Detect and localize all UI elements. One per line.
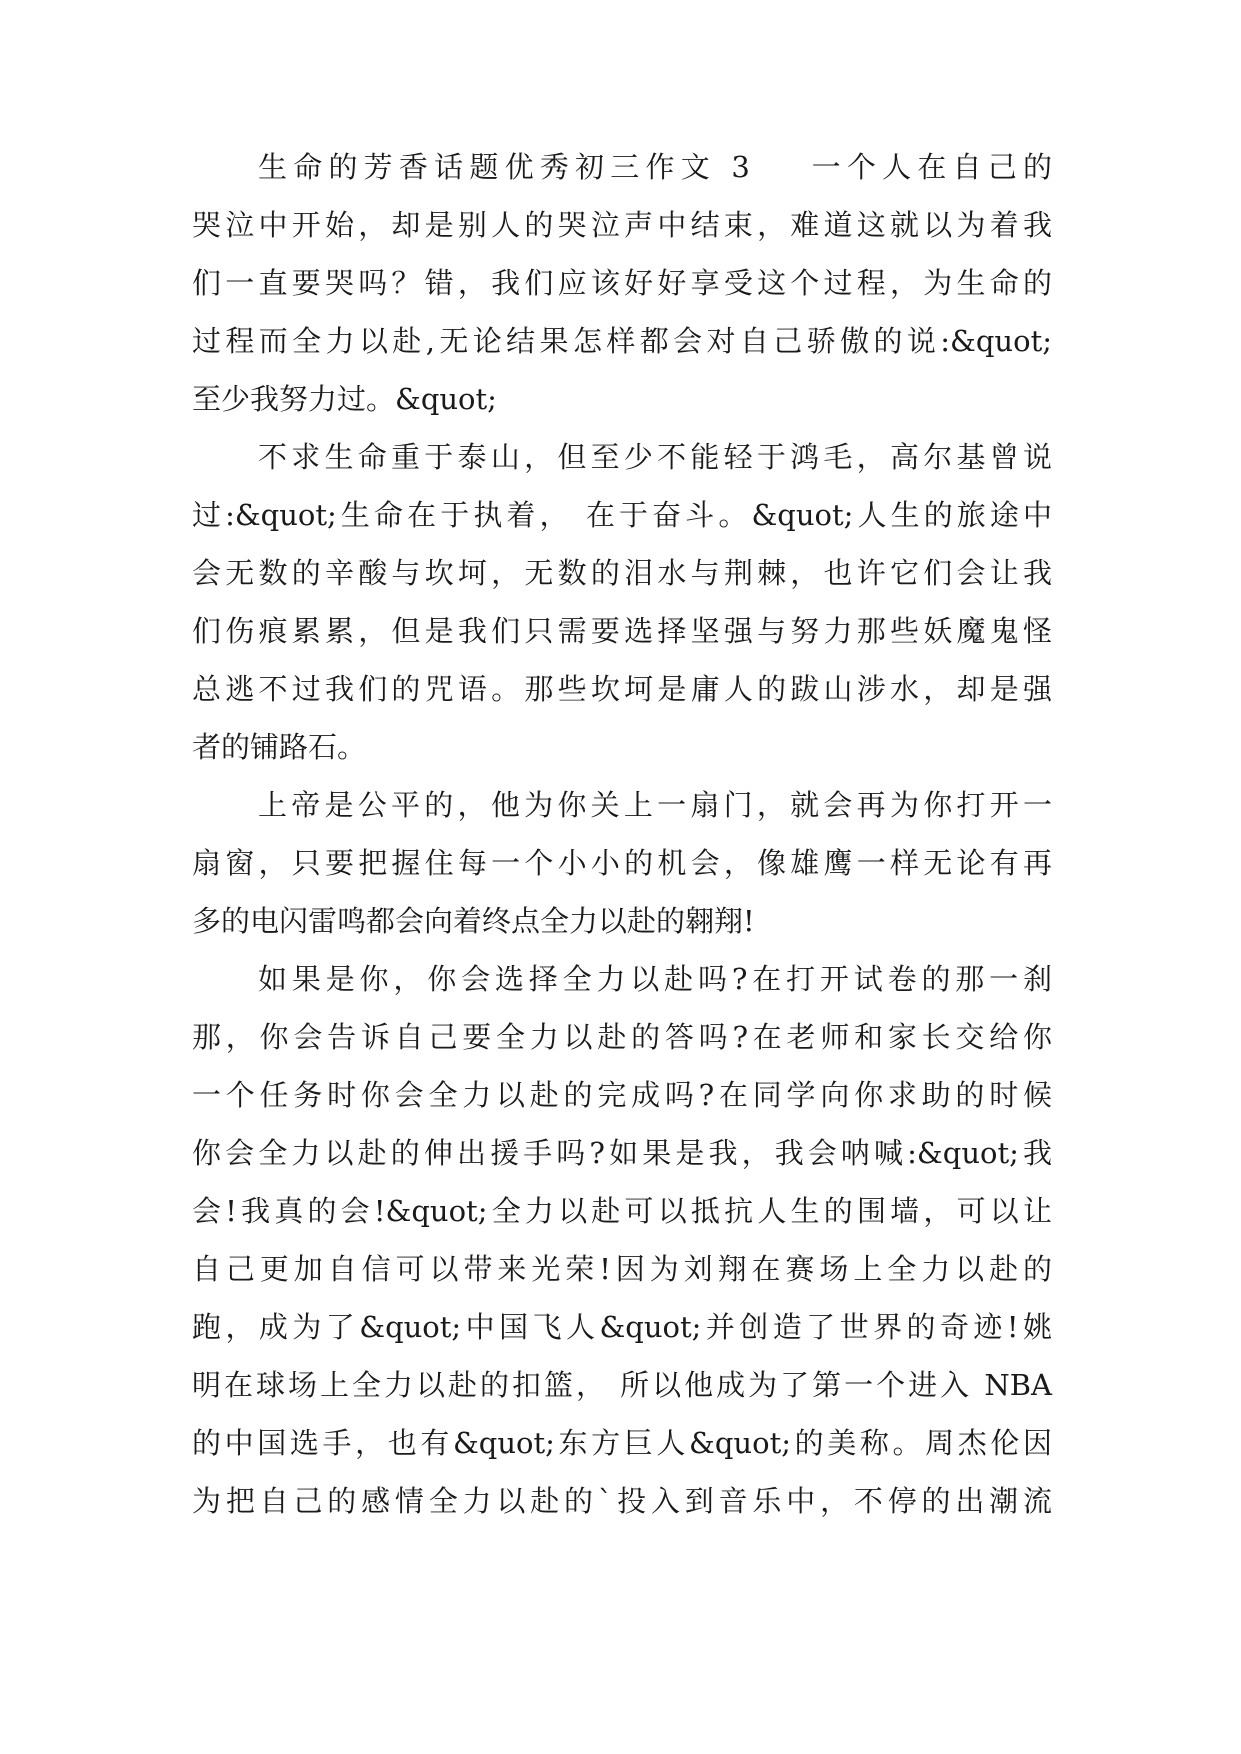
text-line: 的中国选手，也有&quot;东方巨人&quot;的美称。周杰伦因 [192, 1426, 1052, 1460]
text-line: 那，你会告诉自己要全力以赴的答吗?在老师和家长交给你 [192, 1020, 1052, 1054]
text-line: 自己更加自信可以带来光荣!因为刘翔在赛场上全力以赴的 [192, 1252, 1052, 1286]
text-line: 至少我努力过。&quot; [192, 382, 497, 416]
text-line: 过程而全力以赴,无论结果怎样都会对自己骄傲的说:&quot; [192, 324, 1052, 358]
text-line: 过:&quot;生命在于执着， 在于奋斗。&quot;人生的旅途中 [192, 498, 1052, 532]
text-line: 会!我真的会!&quot;全力以赴可以抵抗人生的围墙，可以让 [192, 1194, 1052, 1228]
text-line: 你会全力以赴的伸出援手吗?如果是我，我会呐喊:&quot;我 [192, 1136, 1052, 1170]
text-line: 会无数的辛酸与坎坷，无数的泪水与荆棘，也许它们会让我 [192, 556, 1052, 590]
text-line: 明在球场上全力以赴的扣篮， 所以他成为了第一个进入 NBA [192, 1368, 1052, 1402]
text-line: 如果是你，你会选择全力以赴吗?在打开试卷的那一刹 [258, 962, 1052, 996]
text-line: 扇窗，只要把握住每一个小小的机会，像雄鹰一样无论有再 [192, 846, 1052, 880]
text-line: 为把自己的感情全力以赴的`投入到音乐中，不停的出潮流 [192, 1484, 1052, 1518]
text-line: 一个任务时你会全力以赴的完成吗?在同学向你求助的时候 [192, 1078, 1052, 1112]
text-line: 生命的芳香话题优秀初三作文 3 一个人在自己的 [258, 150, 1052, 184]
text-line: 哭泣中开始，却是别人的哭泣声中结束，难道这就以为着我 [192, 208, 1052, 242]
text-line: 不求生命重于泰山，但至少不能轻于鸿毛，高尔基曾说 [258, 440, 1052, 474]
text-line: 们一直要哭吗？错，我们应该好好享受这个过程，为生命的 [192, 266, 1052, 300]
text-line: 上帝是公平的，他为你关上一扇门，就会再为你打开一 [258, 788, 1052, 822]
text-line: 跑，成为了&quot;中国飞人&quot;并创造了世界的奇迹!姚 [192, 1310, 1052, 1344]
text-line: 总逃不过我们的咒语。那些坎坷是庸人的跋山涉水，却是强 [192, 672, 1052, 706]
text-line: 们伤痕累累，但是我们只需要选择坚强与努力那些妖魔鬼怪 [192, 614, 1052, 648]
text-line: 多的电闪雷鸣都会向着终点全力以赴的翱翔! [192, 904, 755, 938]
text-line: 者的铺路石。 [192, 730, 367, 764]
